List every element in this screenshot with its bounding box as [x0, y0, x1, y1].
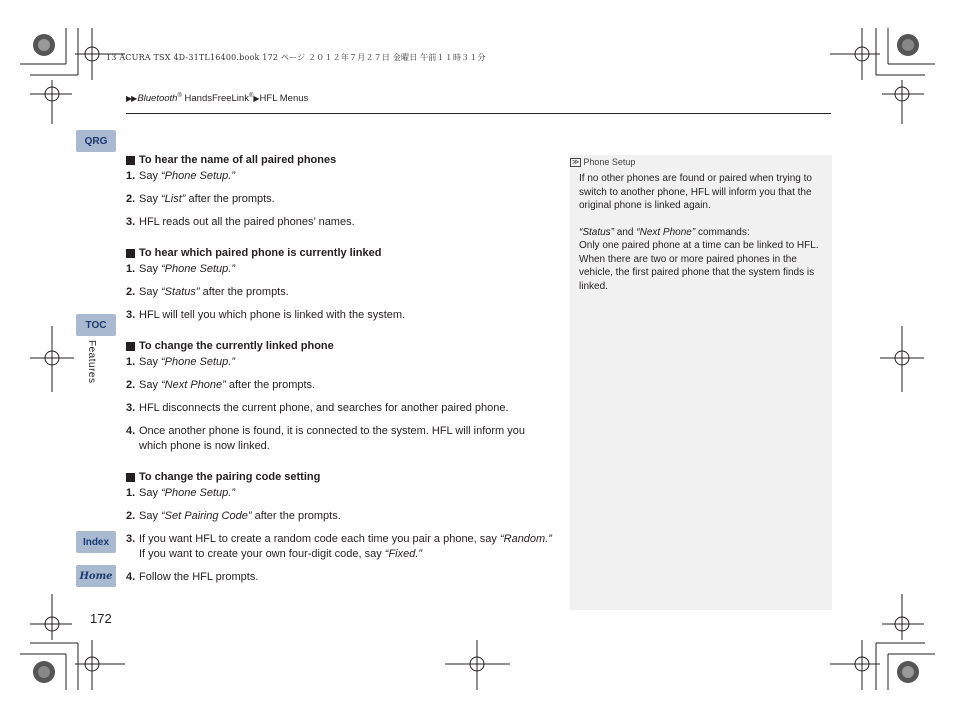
- bullet-square-icon: [126, 156, 135, 165]
- list-item: 3. If you want HFL to create a random code each time you pair a phone, say “Random.” If you want to create your own four-digit code, say “Fixed.”: [126, 533, 552, 560]
- list-item: 3. HFL reads out all the paired phones’ names.: [126, 216, 355, 228]
- breadcrumb-reg-2: ®: [248, 93, 254, 99]
- list-item: 2. Say “List” after the prompts.: [126, 193, 275, 205]
- list-item: 3. HFL disconnects the current phone, and searches for another paired phone.: [126, 402, 509, 414]
- breadcrumb-part-hfl-menus[interactable]: HFL Menus: [259, 93, 309, 105]
- breadcrumb-reg-1: ®: [177, 93, 182, 99]
- bullet-square-icon: [126, 473, 135, 482]
- list-item: 4. Follow the HFL prompts.: [126, 571, 259, 583]
- bullet-square-icon: [126, 249, 135, 258]
- section-heading: To change the currently linked phone: [126, 339, 556, 354]
- list-item: 1. Say “Phone Setup.”: [126, 487, 236, 499]
- list-item: 2. Say “Set Pairing Code” after the prompts.: [126, 510, 341, 522]
- qrg-tab[interactable]: QRG: [76, 130, 116, 152]
- home-tab[interactable]: [76, 565, 116, 587]
- sidebar-paragraph: If no other phones are found or paired when trying to switch to another phone, HFL will inform you that the original phone is linked again.: [579, 173, 812, 211]
- breadcrumb-part-bluetooth[interactable]: Bluetooth: [137, 93, 178, 105]
- list-item: 2. Say “Status” after the prompts.: [126, 286, 289, 298]
- breadcrumb-arrows: ▶▶: [126, 94, 137, 104]
- reference-arrow-icon: ≫: [572, 159, 580, 166]
- breadcrumb: [126, 93, 308, 104]
- print-header: 13 ACURA TSX 4D-31TL16400.book 172 ページ ２０１２年７月２７日 金曜日 午前１１時３１分: [106, 53, 486, 62]
- sidebar-note: [570, 155, 832, 610]
- sidebar-title: ≫ Phone Setup: [572, 157, 636, 167]
- list-item: 4. Once another phone is found, it is connected to the system. HFL will inform you which phone is now linked.: [126, 425, 526, 452]
- list-item: 1. Say “Phone Setup.”: [126, 356, 236, 368]
- sidebar-paragraph: “Status” and “Next Phone” commands: Only one paired phone at a time can be linked to HFL. When there are two or more paired phones in the vehicle, the first paired phone that the system finds is linked.: [579, 226, 819, 292]
- main-content: [126, 153, 556, 585]
- index-tab[interactable]: Index: [76, 531, 116, 553]
- page-number: 172: [90, 611, 112, 626]
- list-item: 2. Say “Next Phone” after the prompts.: [126, 379, 316, 391]
- breadcrumb-part-handsfreelink[interactable]: HandsFreeLink: [181, 93, 249, 105]
- home-tab-label: Home: [79, 570, 113, 582]
- bullet-square-icon: [126, 342, 135, 351]
- toc-tab[interactable]: TOC: [76, 314, 116, 336]
- section-heading: To hear the name of all paired phones: [126, 153, 556, 168]
- section-heading: To hear which paired phone is currently linked: [126, 246, 556, 261]
- list-item: 3. HFL will tell you which phone is linked with the system.: [126, 309, 406, 321]
- breadcrumb-arrow: ▶: [253, 94, 259, 104]
- header-rule: [126, 113, 831, 114]
- list-item: 1. Say “Phone Setup.”: [126, 263, 236, 275]
- section-label: Features: [86, 340, 97, 384]
- list-item: 1. Say “Phone Setup.”: [126, 170, 236, 182]
- section-heading: To change the pairing code setting: [126, 470, 556, 485]
